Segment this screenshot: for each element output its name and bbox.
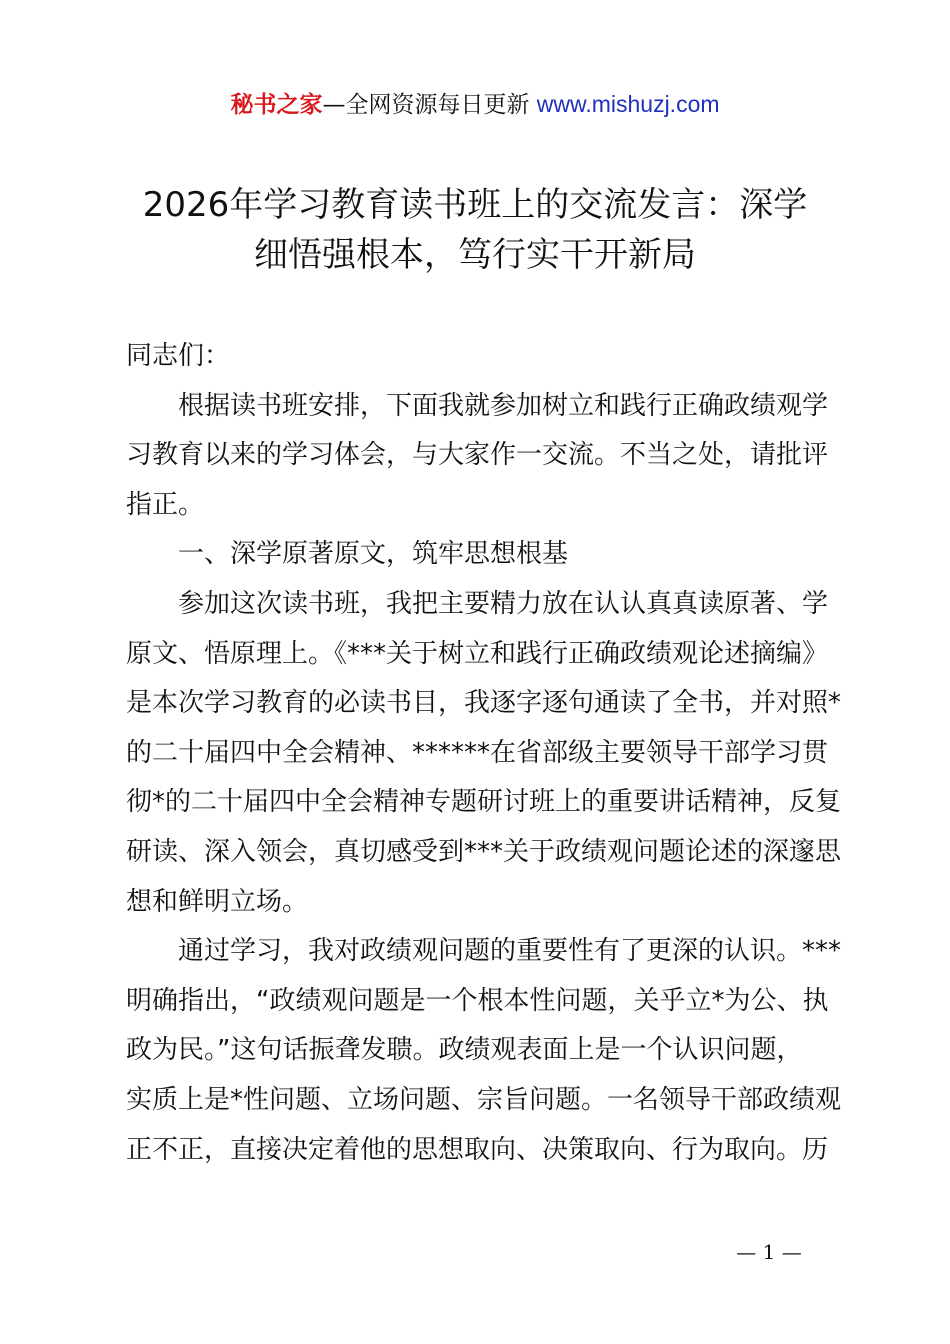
document-title [110, 180, 840, 280]
text-line: 正不正，直接决定着他的思想取向、决策取向、行为取向。历 [126, 1134, 829, 1165]
text-line: 参加这次读书班，我把主要精力放在认认真真读原著、学 [178, 588, 829, 619]
text-line: 的二十届四中全会精神、******在省部级主要领导干部学习贯 [126, 737, 829, 768]
text-line: 彻*的二十届四中全会精神专题研讨班上的重要讲话精神，反复 [126, 787, 842, 818]
paragraph-2 [126, 927, 842, 1175]
page-number: — 1 — [736, 1240, 802, 1264]
section-heading: 一、深学原著原文，筑牢思想根基 [178, 539, 569, 570]
paragraph-1 [126, 580, 842, 927]
text-line: 想和鲜明立场。 [126, 886, 309, 917]
text-line: 是本次学习教育的必读书目，我逐字逐句通读了全书，并对照* [126, 688, 842, 719]
text-line: 明确指出，“政绩观问题是一个根本性问题，关乎立*为公、执 [126, 985, 829, 1016]
text-line: 指正。 [126, 489, 205, 520]
text-line: 原文、悟原理上。《***关于树立和践行正确政绩观论述摘编》 [126, 638, 829, 669]
title-line-2: 细悟强根本，笃行实干开新局 [254, 235, 696, 275]
document-body [126, 332, 842, 1175]
text-line: 研读、深入领会，真切感受到***关于政绩观问题论述的深邃思 [126, 836, 842, 867]
brand-name: 秘书之家 [230, 92, 323, 118]
text-line: 通过学习，我对政绩观问题的重要性有了更深的认识。*** [178, 936, 842, 967]
text-line: 根据读书班安排，下面我就参加树立和践行正确政绩观学 [178, 390, 829, 421]
text-line: 政为民。”这句话振聋发聩。政绩观表面上是一个认识问题， [126, 1035, 803, 1066]
title-line-1: 2026年学习教育读书班上的交流发言：深学 [142, 185, 808, 225]
text-line: 实质上是*性问题、立场问题、宗旨问题。一名领导干部政绩观 [126, 1084, 842, 1115]
text-line: 习教育以来的学习体会，与大家作一交流。不当之处，请批评 [126, 440, 829, 471]
site-url[interactable]: www.mishuzj.com [536, 91, 720, 117]
salutation: 同志们： [126, 341, 231, 371]
intro-paragraph [126, 382, 836, 531]
site-banner [0, 88, 950, 121]
banner-tagline: —全网资源每日更新 [322, 92, 530, 118]
